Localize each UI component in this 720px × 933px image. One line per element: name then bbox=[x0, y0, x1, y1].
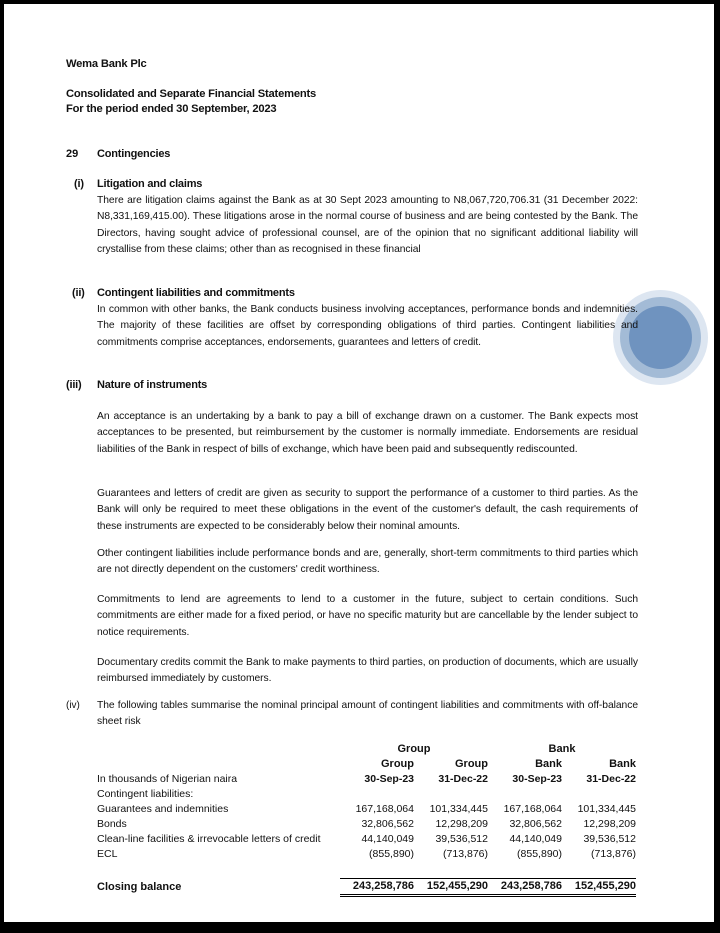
column-entity-header: Group bbox=[455, 758, 488, 770]
section-i-text: There are litigation claims against the Bank as at 30 Sept 2023 amounting to N8,067,720,706.31 (31 December 2022: N8,331,169,415.00). These litigations arose in the normal course of business and are being contested by the Bank. The Directors, having sought advice of professional counsel, are of the opinion that no significant additional liability will crystallise from these claims; other than as recognised in these financial bbox=[97, 195, 638, 255]
row-label: Clean-line facilities & irrevocable letters of credit bbox=[97, 833, 321, 845]
contingent-liabilities-table bbox=[97, 742, 636, 897]
table-row bbox=[97, 802, 636, 817]
paragraph-documentary-credits: Documentary credits commit the Bank to make payments to third parties, on production of documents, which are usually reimbursed immediately by customers. bbox=[97, 657, 638, 685]
cell-value: 167,168,064 bbox=[503, 803, 562, 815]
cell-value: (713,876) bbox=[591, 848, 636, 860]
total-value: 152,455,290 bbox=[414, 879, 488, 896]
section-iii-marker: (iii) bbox=[66, 379, 82, 391]
cell-value: (713,876) bbox=[443, 848, 488, 860]
cell-value: 39,536,512 bbox=[435, 833, 488, 845]
group-column-header: Group bbox=[397, 743, 431, 755]
total-label: Closing balance bbox=[97, 880, 182, 893]
cell-value: 32,806,562 bbox=[361, 818, 414, 830]
note-title: Contingencies bbox=[97, 148, 171, 160]
period-label: For the period ended 30 September, 2023 bbox=[66, 103, 277, 115]
table-row bbox=[97, 847, 636, 862]
statement-title: Consolidated and Separate Financial Statements bbox=[66, 88, 317, 100]
table-row bbox=[97, 832, 636, 847]
cell-value: 44,140,049 bbox=[509, 833, 562, 845]
column-date-header: 30-Sep-23 bbox=[512, 773, 562, 785]
table-group-header-row bbox=[97, 742, 636, 757]
section-i-marker: (i) bbox=[74, 178, 84, 190]
cell-value: (855,890) bbox=[369, 848, 414, 860]
column-entity-header: Bank bbox=[609, 758, 636, 770]
section-iv-text: The following tables summarise the nominal principal amount of contingent liabilities and commitments with off-balance sheet risk bbox=[97, 700, 638, 728]
column-entity-header: Group bbox=[381, 758, 414, 770]
table-row bbox=[97, 817, 636, 832]
paragraph-other-contingent: Other contingent liabilities include performance bonds and are, generally, short-term commitments to third parties which are not directly dependent on the customers' credit worthiness. bbox=[97, 548, 638, 576]
column-date-header: 31-Dec-22 bbox=[438, 773, 488, 785]
paragraph-guarantees: Guarantees and letters of credit are given as security to support the performance of a customer to third parties. As the Bank will only be required to meet these obligations in the event of the customer's default, the cash requirements of these instruments are expected to be considerably below their nominal amounts. bbox=[97, 488, 638, 532]
paragraph-commitments: Commitments to lend are agreements to lend to a customer in the future, subject to certain conditions. Such commitments are either made for a fixed period, or have no specific maturity but are cancellable by the lender subject to notice requirements. bbox=[97, 594, 638, 638]
table-section-row bbox=[97, 787, 636, 802]
document-page bbox=[4, 4, 714, 922]
column-entity-header: Bank bbox=[535, 758, 562, 770]
note-number: 29 bbox=[66, 148, 79, 160]
units-label: In thousands of Nigerian naira bbox=[97, 773, 238, 785]
cell-value: 39,536,512 bbox=[583, 833, 636, 845]
cell-value: 44,140,049 bbox=[361, 833, 414, 845]
total-value: 152,455,290 bbox=[562, 879, 636, 896]
cell-value: 167,168,064 bbox=[355, 803, 414, 815]
cell-value: 101,334,445 bbox=[429, 803, 488, 815]
circle-stamp-icon bbox=[629, 306, 692, 369]
section-iii-title: Nature of instruments bbox=[97, 379, 208, 391]
column-date-header: 30-Sep-23 bbox=[364, 773, 414, 785]
table-total-row bbox=[97, 879, 636, 896]
cell-value: 32,806,562 bbox=[509, 818, 562, 830]
row-label: Guarantees and indemnities bbox=[97, 803, 229, 815]
table-date-header-row bbox=[97, 772, 636, 787]
total-value: 243,258,786 bbox=[340, 879, 414, 896]
section-ii-title: Contingent liabilities and commitments bbox=[97, 287, 295, 299]
cell-value: 12,298,209 bbox=[435, 818, 488, 830]
section-i-title: Litigation and claims bbox=[97, 178, 203, 190]
cell-value: 101,334,445 bbox=[577, 803, 636, 815]
cell-value: 12,298,209 bbox=[583, 818, 636, 830]
bank-column-header: Bank bbox=[548, 743, 576, 755]
row-label: ECL bbox=[97, 848, 118, 860]
row-label: Bonds bbox=[97, 818, 127, 830]
section-ii-text: In common with other banks, the Bank conducts business involving acceptances, performance bonds and indemnities. The majority of these facilities are offset by corresponding obligations of third parties. Contingent liabilities and commitments comprise acceptances, endorsements, guarantees and letters of credit. bbox=[97, 304, 638, 348]
section-ii-marker: (ii) bbox=[72, 287, 85, 299]
column-date-header: 31-Dec-22 bbox=[586, 773, 636, 785]
paragraph-acceptance: An acceptance is an undertaking by a bank to pay a bill of exchange drawn on a customer. The Bank expects most acceptances to be presented, but reimbursement by the customer is normally immediate. Endorsements are residual liabilities of the Bank in respect of bills of exchange, which have been paid and subsequently rediscounted. bbox=[97, 411, 638, 455]
table-entity-header-row bbox=[97, 757, 636, 772]
contingent-liabilities-label: Contingent liabilities: bbox=[97, 788, 194, 800]
section-iv-marker: (iv) bbox=[66, 700, 80, 711]
cell-value: (855,890) bbox=[517, 848, 562, 860]
company-name: Wema Bank Plc bbox=[66, 58, 147, 70]
total-value: 243,258,786 bbox=[488, 879, 562, 896]
